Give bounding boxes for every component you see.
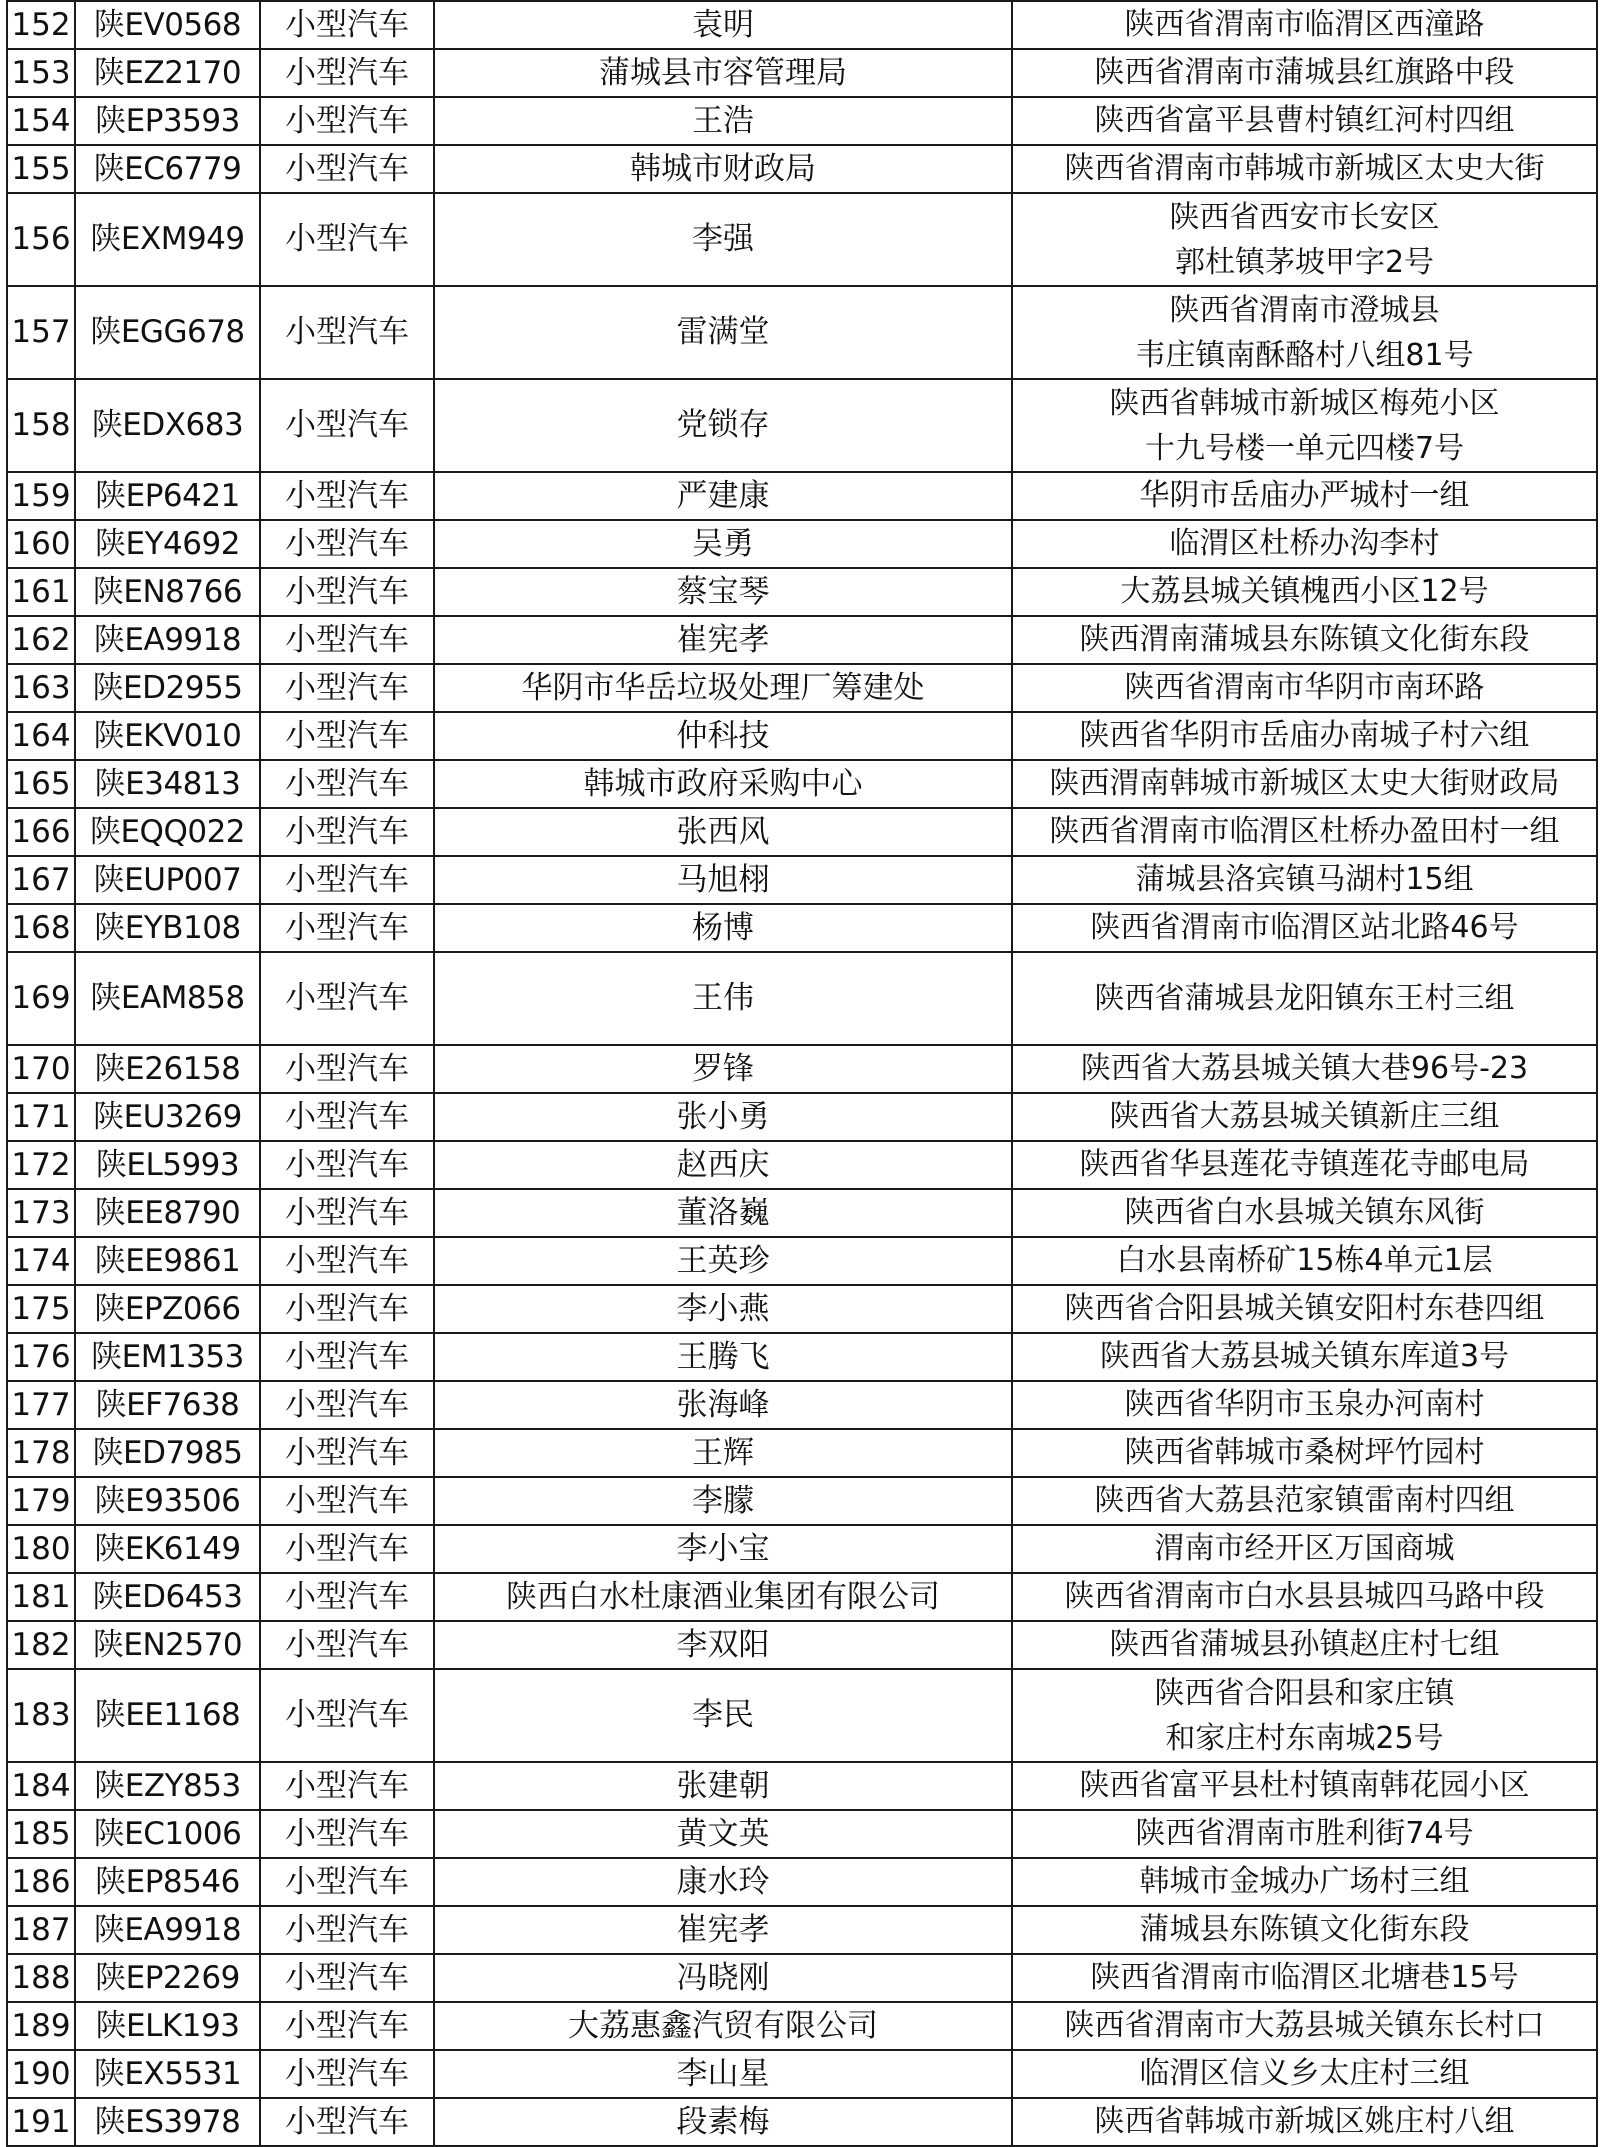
address-cell: [1012, 1381, 1597, 1429]
table-row: [7, 1954, 1597, 2002]
plate-number-cell: 陕EN8766: [75, 568, 260, 616]
plate-number-cell: 陕ELK193: [75, 2002, 260, 2050]
table-row: [7, 616, 1597, 664]
table-row: [7, 904, 1597, 952]
address-line: 陕西省渭南市临渭区站北路46号: [1090, 910, 1519, 945]
address-cell: [1012, 472, 1597, 520]
vehicle-type-cell: 小型汽车: [260, 1141, 434, 1189]
table-row: [7, 1, 1597, 49]
table-row: [7, 568, 1597, 616]
vehicle-type-cell: 小型汽车: [260, 1381, 434, 1429]
plate-number-cell: 陕ED2955: [75, 664, 260, 712]
vehicle-type-cell: 小型汽车: [260, 664, 434, 712]
row-number-cell: 189: [7, 2002, 75, 2050]
table-row: [7, 808, 1597, 856]
vehicle-table: [6, 0, 1598, 2147]
address-line: 陕西省渭南市临渭区北塘巷15号: [1090, 1960, 1519, 1995]
address-line: 陕西省渭南市澄城县: [1169, 292, 1440, 328]
vehicle-type-cell: 小型汽车: [260, 1237, 434, 1285]
owner-name-cell: 华阴市华岳垃圾处理厂筹建处: [434, 664, 1012, 712]
address-cell: [1012, 712, 1597, 760]
plate-number-cell: 陕E34813: [75, 760, 260, 808]
vehicle-type-cell: 小型汽车: [260, 145, 434, 193]
address-cell: [1012, 760, 1597, 808]
address-cell: [1012, 49, 1597, 97]
address-line: 蒲城县东陈镇文化街东段: [1139, 1912, 1470, 1947]
plate-number-cell: 陕EA9918: [75, 1906, 260, 1954]
address-line: 陕西省渭南市胜利街74号: [1135, 1816, 1474, 1851]
row-number-cell: 185: [7, 1810, 75, 1858]
address-line: 陕西省渭南市韩城市新城区太史大街: [1064, 151, 1545, 186]
address-cell: [1012, 568, 1597, 616]
address-line: 陕西省合阳县和家庄镇: [1154, 1675, 1455, 1711]
address-cell: [1012, 1477, 1597, 1525]
table-row: [7, 1381, 1597, 1429]
owner-name-cell: 王辉: [434, 1429, 1012, 1477]
plate-number-cell: 陕EGG678: [75, 286, 260, 379]
plate-number-cell: 陕EUP007: [75, 856, 260, 904]
address-cell: [1012, 952, 1597, 1045]
table-row: [7, 1237, 1597, 1285]
plate-number-cell: 陕EP3593: [75, 97, 260, 145]
plate-number-cell: 陕EY4692: [75, 520, 260, 568]
address-line: 陕西省华阴市玉泉办河南村: [1124, 1387, 1485, 1422]
owner-name-cell: 李山星: [434, 2050, 1012, 2098]
owner-name-cell: 张建朝: [434, 1762, 1012, 1810]
owner-name-cell: 严建康: [434, 472, 1012, 520]
owner-name-cell: 崔宪孝: [434, 616, 1012, 664]
owner-name-cell: 王浩: [434, 97, 1012, 145]
address-cell: [1012, 1573, 1597, 1621]
plate-number-cell: 陕EPZ066: [75, 1285, 260, 1333]
plate-number-cell: 陕EP2269: [75, 1954, 260, 2002]
address-cell: [1012, 904, 1597, 952]
vehicle-type-cell: 小型汽车: [260, 472, 434, 520]
row-number-cell: 162: [7, 616, 75, 664]
address-line: 渭南市经开区万国商城: [1154, 1531, 1455, 1566]
address-line: 大荔县城关镇槐西小区12号: [1120, 574, 1489, 609]
table-row: [7, 952, 1597, 1045]
plate-number-cell: 陕EQQ022: [75, 808, 260, 856]
row-number-cell: 172: [7, 1141, 75, 1189]
plate-number-cell: 陕EV0568: [75, 1, 260, 49]
row-number-cell: 164: [7, 712, 75, 760]
owner-name-cell: 仲科技: [434, 712, 1012, 760]
row-number-cell: 187: [7, 1906, 75, 1954]
vehicle-type-cell: 小型汽车: [260, 1573, 434, 1621]
address-line: 陕西省渭南市临渭区西潼路: [1124, 7, 1485, 42]
table-row: [7, 664, 1597, 712]
owner-name-cell: 蔡宝琴: [434, 568, 1012, 616]
table-row: [7, 856, 1597, 904]
vehicle-type-cell: 小型汽车: [260, 1285, 434, 1333]
row-number-cell: 186: [7, 1858, 75, 1906]
address-cell: [1012, 1525, 1597, 1573]
row-number-cell: 156: [7, 193, 75, 286]
address-cell: [1012, 379, 1597, 472]
plate-number-cell: 陕EU3269: [75, 1093, 260, 1141]
plate-number-cell: 陕E93506: [75, 1477, 260, 1525]
plate-number-cell: 陕EX5531: [75, 2050, 260, 2098]
vehicle-table-body: [7, 1, 1597, 2146]
address-line: 陕西省渭南市白水县县城四马路中段: [1064, 1579, 1545, 1614]
row-number-cell: 155: [7, 145, 75, 193]
vehicle-type-cell: 小型汽车: [260, 1093, 434, 1141]
table-row: [7, 1621, 1597, 1669]
table-row: [7, 1810, 1597, 1858]
owner-name-cell: 王腾飞: [434, 1333, 1012, 1381]
table-row: [7, 2050, 1597, 2098]
address-line: 陕西省华阴市岳庙办南城子村六组: [1079, 718, 1530, 753]
owner-name-cell: 李民: [434, 1669, 1012, 1762]
table-row: [7, 1669, 1597, 1762]
owner-name-cell: 张小勇: [434, 1093, 1012, 1141]
owner-name-cell: 党锁存: [434, 379, 1012, 472]
row-number-cell: 182: [7, 1621, 75, 1669]
row-number-cell: 179: [7, 1477, 75, 1525]
plate-number-cell: 陕EKV010: [75, 712, 260, 760]
row-number-cell: 165: [7, 760, 75, 808]
vehicle-type-cell: 小型汽车: [260, 97, 434, 145]
plate-number-cell: 陕EN2570: [75, 1621, 260, 1669]
address-cell: [1012, 1621, 1597, 1669]
row-number-cell: 159: [7, 472, 75, 520]
table-row: [7, 2098, 1597, 2146]
row-number-cell: 191: [7, 2098, 75, 2146]
address-cell: [1012, 1669, 1597, 1762]
vehicle-type-cell: 小型汽车: [260, 904, 434, 952]
plate-number-cell: 陕EC1006: [75, 1810, 260, 1858]
address-cell: [1012, 1189, 1597, 1237]
address-line: 陕西省渭南市临渭区杜桥办盈田村一组: [1049, 814, 1560, 849]
row-number-cell: 154: [7, 97, 75, 145]
address-cell: [1012, 1141, 1597, 1189]
vehicle-type-cell: 小型汽车: [260, 520, 434, 568]
owner-name-cell: 董洛巍: [434, 1189, 1012, 1237]
plate-number-cell: 陕EA9918: [75, 616, 260, 664]
owner-name-cell: 李强: [434, 193, 1012, 286]
address-line: 陕西省大荔县城关镇东库道3号: [1099, 1339, 1510, 1374]
row-number-cell: 152: [7, 1, 75, 49]
address-cell: [1012, 1093, 1597, 1141]
row-number-cell: 175: [7, 1285, 75, 1333]
table-row: [7, 1858, 1597, 1906]
plate-number-cell: 陕EL5993: [75, 1141, 260, 1189]
vehicle-type-cell: 小型汽车: [260, 1762, 434, 1810]
vehicle-type-cell: 小型汽车: [260, 1906, 434, 1954]
plate-number-cell: 陕ED6453: [75, 1573, 260, 1621]
owner-name-cell: 马旭栩: [434, 856, 1012, 904]
vehicle-type-cell: 小型汽车: [260, 1189, 434, 1237]
row-number-cell: 177: [7, 1381, 75, 1429]
plate-number-cell: 陕EDX683: [75, 379, 260, 472]
vehicle-list-document: [6, 0, 1598, 2147]
plate-number-cell: 陕EE1168: [75, 1669, 260, 1762]
address-line: 郭杜镇茅坡甲字2号: [1174, 244, 1435, 280]
address-cell: [1012, 2002, 1597, 2050]
owner-name-cell: 袁明: [434, 1, 1012, 49]
address-line: 陕西省大荔县范家镇雷南村四组: [1094, 1483, 1515, 1518]
table-row: [7, 1429, 1597, 1477]
table-row: [7, 1573, 1597, 1621]
address-line: 和家庄村东南城25号: [1165, 1720, 1444, 1756]
address-line: 陕西省白水县城关镇东风街: [1124, 1195, 1485, 1230]
owner-name-cell: 雷满堂: [434, 286, 1012, 379]
vehicle-type-cell: 小型汽车: [260, 286, 434, 379]
vehicle-type-cell: 小型汽车: [260, 808, 434, 856]
owner-name-cell: 杨博: [434, 904, 1012, 952]
vehicle-type-cell: 小型汽车: [260, 568, 434, 616]
plate-number-cell: 陕EE8790: [75, 1189, 260, 1237]
address-cell: [1012, 1237, 1597, 1285]
address-line: 陕西省大荔县城关镇新庄三组: [1109, 1099, 1500, 1134]
address-line: 陕西省蒲城县孙镇赵庄村七组: [1109, 1627, 1500, 1662]
address-cell: [1012, 856, 1597, 904]
vehicle-type-cell: 小型汽车: [260, 49, 434, 97]
row-number-cell: 171: [7, 1093, 75, 1141]
owner-name-cell: 王英珍: [434, 1237, 1012, 1285]
address-cell: [1012, 193, 1597, 286]
plate-number-cell: 陕E26158: [75, 1045, 260, 1093]
owner-name-cell: 段素梅: [434, 2098, 1012, 2146]
table-row: [7, 1525, 1597, 1573]
address-line: 陕西省韩城市新城区梅苑小区: [1109, 385, 1500, 421]
owner-name-cell: 吴勇: [434, 520, 1012, 568]
row-number-cell: 163: [7, 664, 75, 712]
address-cell: [1012, 2098, 1597, 2146]
address-line: 陕西省渭南市大荔县城关镇东长村口: [1064, 2008, 1545, 2043]
address-line: 临渭区信义乡太庄村三组: [1139, 2056, 1470, 2091]
table-row: [7, 1906, 1597, 1954]
row-number-cell: 183: [7, 1669, 75, 1762]
address-line: 蒲城县洛宾镇马湖村15组: [1135, 862, 1474, 897]
address-line: 陕西省华县莲花寺镇莲花寺邮电局: [1079, 1147, 1530, 1182]
plate-number-cell: 陕ES3978: [75, 2098, 260, 2146]
address-line: 华阴市岳庙办严城村一组: [1139, 478, 1470, 513]
address-cell: [1012, 1762, 1597, 1810]
row-number-cell: 188: [7, 1954, 75, 2002]
row-number-cell: 166: [7, 808, 75, 856]
vehicle-type-cell: 小型汽车: [260, 1045, 434, 1093]
address-cell: [1012, 1429, 1597, 1477]
address-line: 白水县南桥矿15栋4单元1层: [1116, 1243, 1493, 1278]
vehicle-type-cell: 小型汽车: [260, 2098, 434, 2146]
table-row: [7, 286, 1597, 379]
vehicle-type-cell: 小型汽车: [260, 193, 434, 286]
owner-name-cell: 王伟: [434, 952, 1012, 1045]
owner-name-cell: 大荔惠鑫汽贸有限公司: [434, 2002, 1012, 2050]
table-row: [7, 1333, 1597, 1381]
row-number-cell: 169: [7, 952, 75, 1045]
plate-number-cell: 陕ED7985: [75, 1429, 260, 1477]
address-line: 陕西省富平县曹村镇红河村四组: [1094, 103, 1515, 138]
plate-number-cell: 陕EZY853: [75, 1762, 260, 1810]
row-number-cell: 160: [7, 520, 75, 568]
row-number-cell: 178: [7, 1429, 75, 1477]
plate-number-cell: 陕EXM949: [75, 193, 260, 286]
owner-name-cell: 康水玲: [434, 1858, 1012, 1906]
address-cell: [1012, 1333, 1597, 1381]
address-cell: [1012, 664, 1597, 712]
table-row: [7, 1285, 1597, 1333]
table-row: [7, 712, 1597, 760]
owner-name-cell: 冯晓刚: [434, 1954, 1012, 2002]
address-cell: [1012, 1810, 1597, 1858]
vehicle-type-cell: 小型汽车: [260, 1333, 434, 1381]
row-number-cell: 190: [7, 2050, 75, 2098]
table-row: [7, 1045, 1597, 1093]
plate-number-cell: 陕EYB108: [75, 904, 260, 952]
address-cell: [1012, 1906, 1597, 1954]
address-cell: [1012, 145, 1597, 193]
owner-name-cell: 张西风: [434, 808, 1012, 856]
address-line: 十九号楼一单元四楼7号: [1144, 430, 1465, 466]
vehicle-type-cell: 小型汽车: [260, 1429, 434, 1477]
plate-number-cell: 陕EE9861: [75, 1237, 260, 1285]
table-row: [7, 472, 1597, 520]
row-number-cell: 167: [7, 856, 75, 904]
plate-number-cell: 陕EF7638: [75, 1381, 260, 1429]
address-cell: [1012, 1285, 1597, 1333]
row-number-cell: 161: [7, 568, 75, 616]
vehicle-type-cell: 小型汽车: [260, 856, 434, 904]
vehicle-type-cell: 小型汽车: [260, 952, 434, 1045]
plate-number-cell: 陕EZ2170: [75, 49, 260, 97]
table-row: [7, 1189, 1597, 1237]
owner-name-cell: 韩城市财政局: [434, 145, 1012, 193]
table-row: [7, 193, 1597, 286]
row-number-cell: 180: [7, 1525, 75, 1573]
address-cell: [1012, 616, 1597, 664]
owner-name-cell: 赵西庆: [434, 1141, 1012, 1189]
vehicle-type-cell: 小型汽车: [260, 1858, 434, 1906]
address-line: 陕西省韩城市桑树坪竹园村: [1124, 1435, 1485, 1470]
table-row: [7, 1477, 1597, 1525]
table-row: [7, 1762, 1597, 1810]
owner-name-cell: 张海峰: [434, 1381, 1012, 1429]
address-line: 陕西渭南韩城市新城区太史大街财政局: [1049, 766, 1560, 801]
owner-name-cell: 蒲城县市容管理局: [434, 49, 1012, 97]
address-line: 陕西省富平县杜村镇南韩花园小区: [1079, 1768, 1530, 1803]
vehicle-type-cell: 小型汽车: [260, 1954, 434, 2002]
row-number-cell: 158: [7, 379, 75, 472]
address-line: 陕西省西安市长安区: [1169, 199, 1440, 235]
vehicle-type-cell: 小型汽车: [260, 2050, 434, 2098]
row-number-cell: 153: [7, 49, 75, 97]
vehicle-type-cell: 小型汽车: [260, 1477, 434, 1525]
address-cell: [1012, 520, 1597, 568]
table-row: [7, 379, 1597, 472]
row-number-cell: 157: [7, 286, 75, 379]
table-row: [7, 1141, 1597, 1189]
address-line: 陕西省合阳县城关镇安阳村东巷四组: [1064, 1291, 1545, 1326]
vehicle-type-cell: 小型汽车: [260, 2002, 434, 2050]
row-number-cell: 168: [7, 904, 75, 952]
vehicle-type-cell: 小型汽车: [260, 760, 434, 808]
address-line: 陕西渭南蒲城县东陈镇文化街东段: [1079, 622, 1530, 657]
owner-name-cell: 李小燕: [434, 1285, 1012, 1333]
owner-name-cell: 崔宪孝: [434, 1906, 1012, 1954]
address-line: 陕西省蒲城县龙阳镇东王村三组: [1094, 981, 1515, 1016]
address-line: 陕西省渭南市蒲城县红旗路中段: [1094, 55, 1515, 90]
row-number-cell: 170: [7, 1045, 75, 1093]
plate-number-cell: 陕EAM858: [75, 952, 260, 1045]
vehicle-type-cell: 小型汽车: [260, 1525, 434, 1573]
owner-name-cell: 罗锋: [434, 1045, 1012, 1093]
owner-name-cell: 陕西白水杜康酒业集团有限公司: [434, 1573, 1012, 1621]
table-row: [7, 1093, 1597, 1141]
row-number-cell: 181: [7, 1573, 75, 1621]
owner-name-cell: 李朦: [434, 1477, 1012, 1525]
address-cell: [1012, 97, 1597, 145]
row-number-cell: 173: [7, 1189, 75, 1237]
address-cell: [1012, 286, 1597, 379]
owner-name-cell: 李双阳: [434, 1621, 1012, 1669]
vehicle-type-cell: 小型汽车: [260, 1810, 434, 1858]
vehicle-type-cell: 小型汽车: [260, 1669, 434, 1762]
row-number-cell: 184: [7, 1762, 75, 1810]
vehicle-type-cell: 小型汽车: [260, 712, 434, 760]
address-cell: [1012, 1045, 1597, 1093]
address-line: 陕西省韩城市新城区姚庄村八组: [1094, 2104, 1515, 2139]
address-cell: [1012, 1954, 1597, 2002]
address-line: 陕西省渭南市华阴市南环路: [1124, 670, 1485, 705]
address-line: 韩城市金城办广场村三组: [1139, 1864, 1470, 1899]
table-row: [7, 97, 1597, 145]
row-number-cell: 174: [7, 1237, 75, 1285]
plate-number-cell: 陕EM1353: [75, 1333, 260, 1381]
plate-number-cell: 陕EP6421: [75, 472, 260, 520]
address-line: 陕西省大荔县城关镇大巷96号-23: [1080, 1051, 1529, 1086]
table-row: [7, 49, 1597, 97]
address-cell: [1012, 2050, 1597, 2098]
owner-name-cell: 韩城市政府采购中心: [434, 760, 1012, 808]
vehicle-type-cell: 小型汽车: [260, 1621, 434, 1669]
address-line: 韦庄镇南酥酪村八组81号: [1135, 337, 1474, 373]
table-row: [7, 145, 1597, 193]
vehicle-type-cell: 小型汽车: [260, 616, 434, 664]
address-cell: [1012, 1858, 1597, 1906]
address-cell: [1012, 1, 1597, 49]
table-row: [7, 2002, 1597, 2050]
owner-name-cell: 黄文英: [434, 1810, 1012, 1858]
table-row: [7, 760, 1597, 808]
address-cell: [1012, 808, 1597, 856]
plate-number-cell: 陕EP8546: [75, 1858, 260, 1906]
table-row: [7, 520, 1597, 568]
vehicle-type-cell: 小型汽车: [260, 1, 434, 49]
vehicle-type-cell: 小型汽车: [260, 379, 434, 472]
address-line: 临渭区杜桥办沟李村: [1169, 526, 1440, 561]
row-number-cell: 176: [7, 1333, 75, 1381]
plate-number-cell: 陕EK6149: [75, 1525, 260, 1573]
plate-number-cell: 陕EC6779: [75, 145, 260, 193]
owner-name-cell: 李小宝: [434, 1525, 1012, 1573]
